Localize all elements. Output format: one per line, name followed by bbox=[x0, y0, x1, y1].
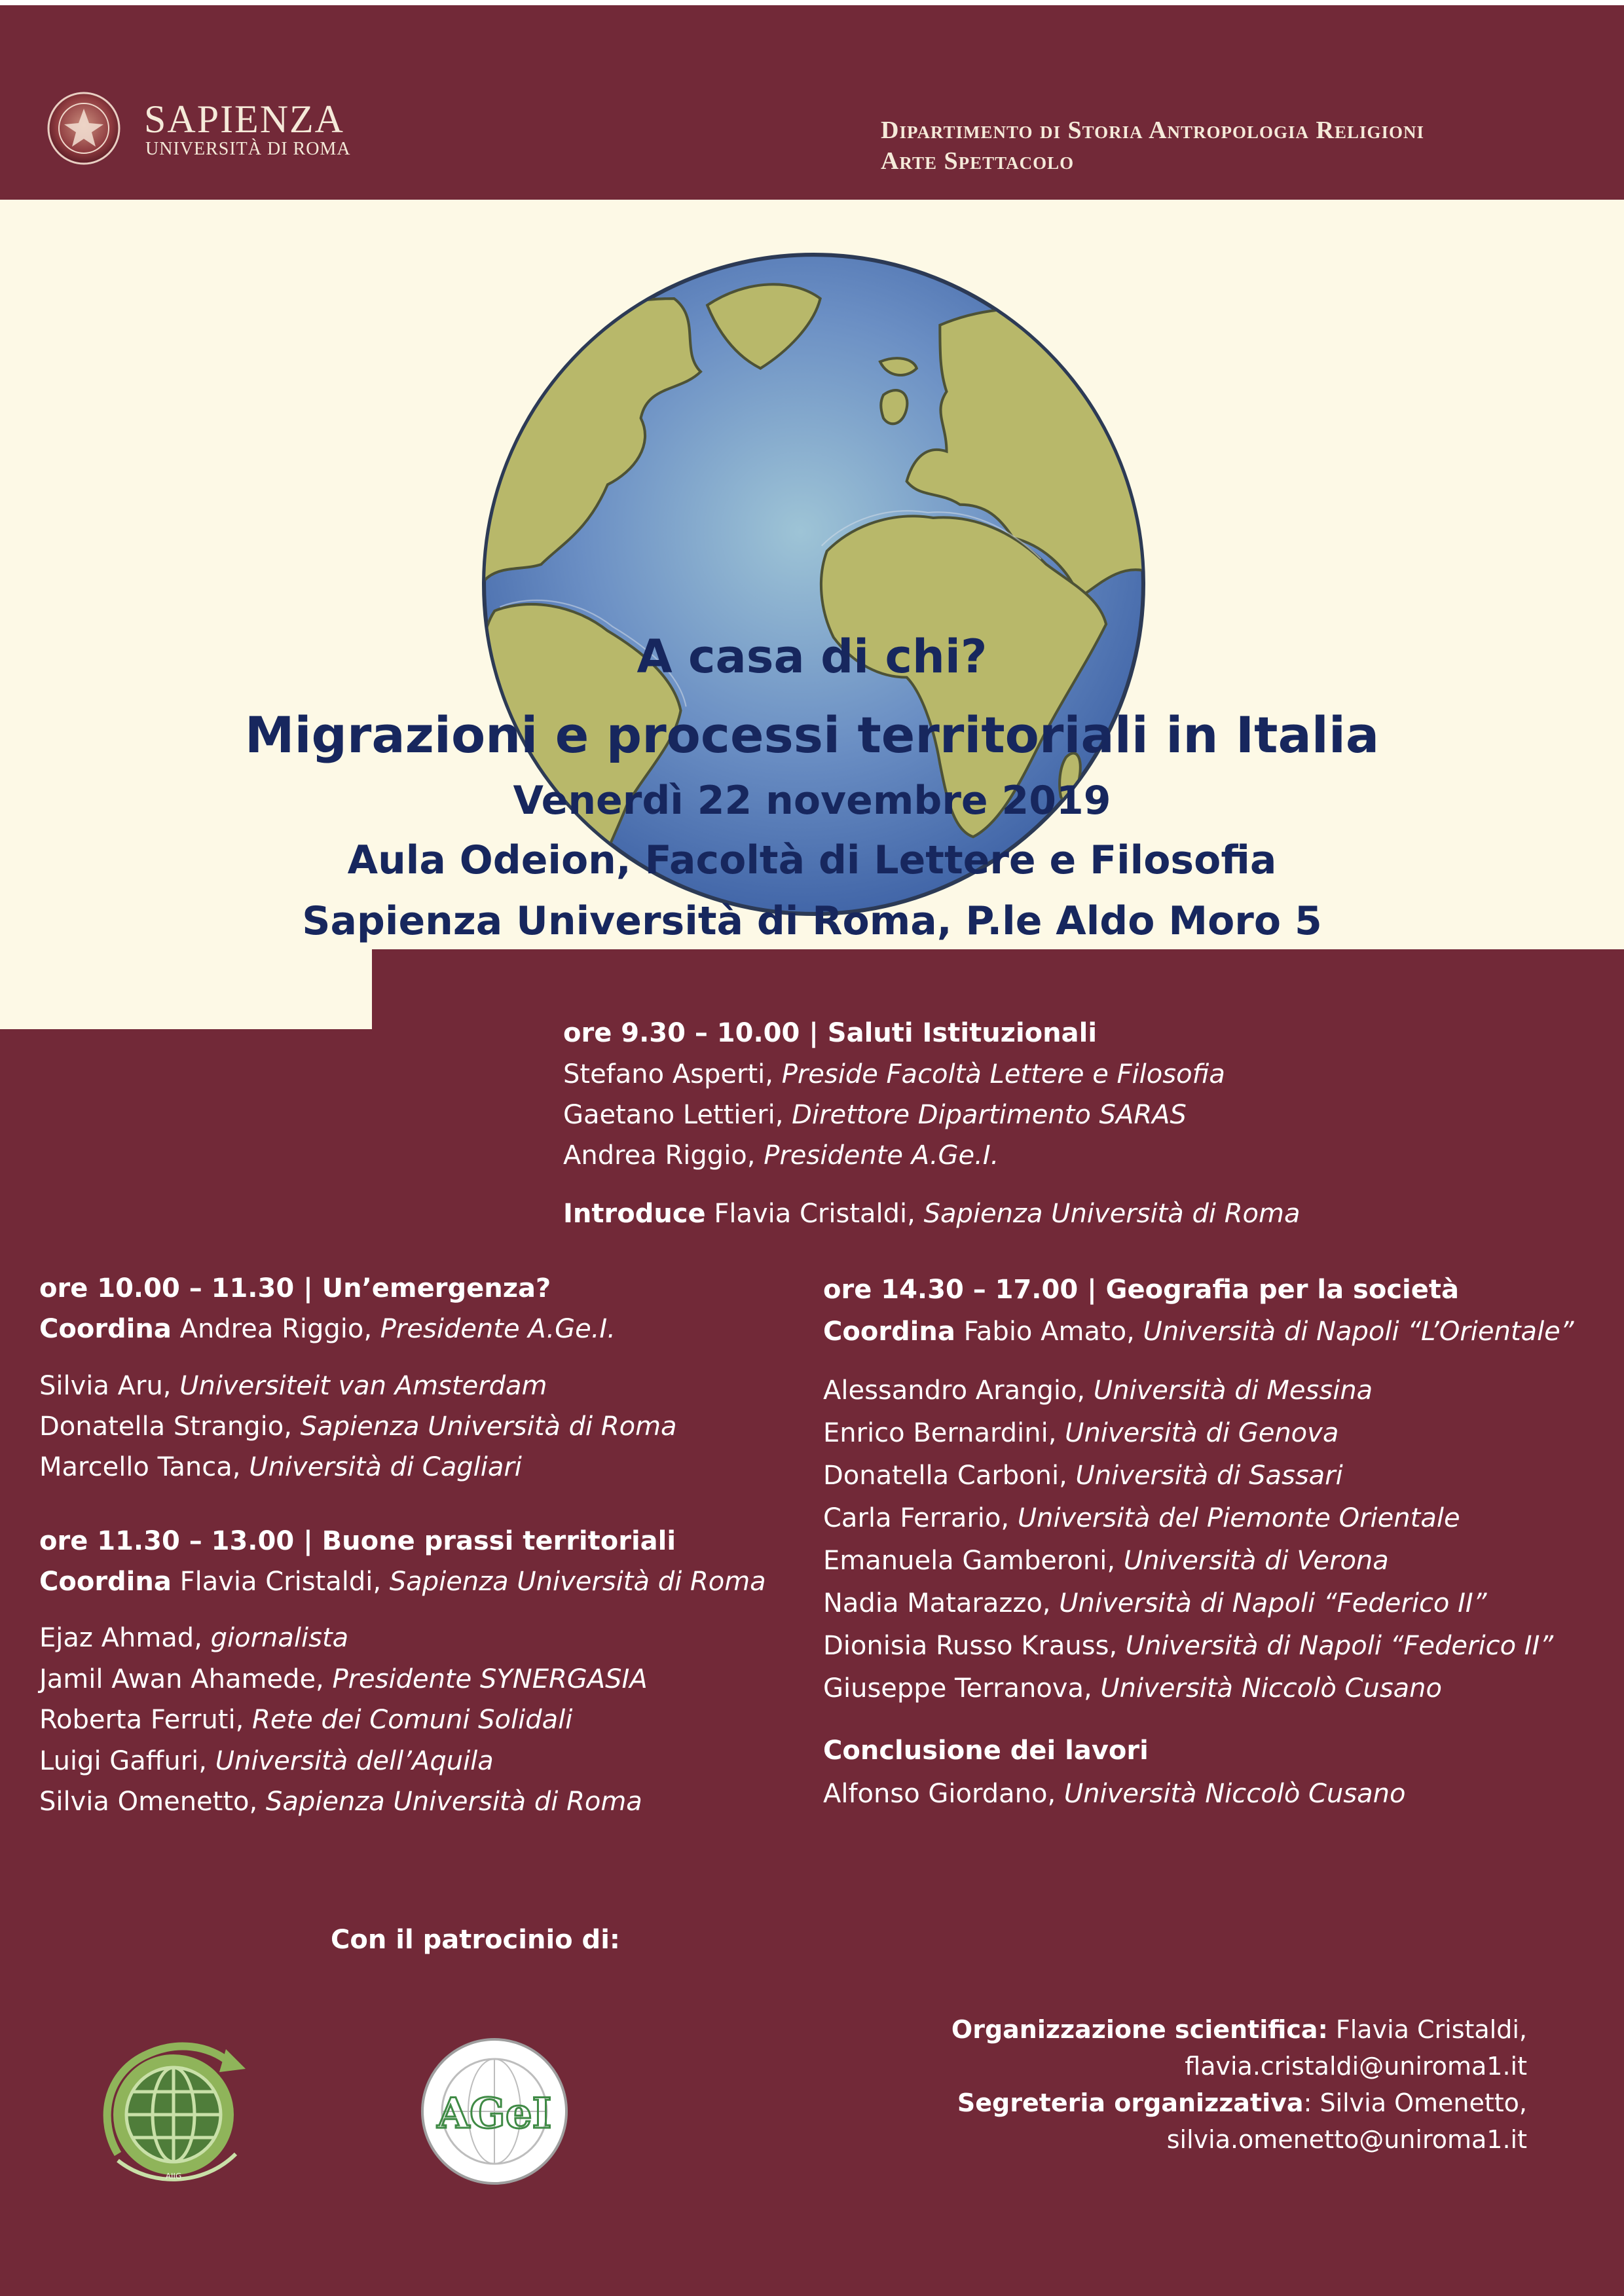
speaker-name: Silvia Aru, bbox=[39, 1371, 172, 1401]
org-label: Segreteria organizzativa bbox=[957, 2088, 1304, 2117]
speaker-role: Presidente A.Ge.I. bbox=[764, 1140, 999, 1171]
event-title-question: A casa di chi? bbox=[637, 630, 987, 683]
speaker-role: Presidente SYNERGASIA bbox=[332, 1664, 648, 1694]
secretary-organization bbox=[957, 2088, 1527, 2117]
speaker-line bbox=[823, 1548, 1389, 1574]
session-3-heading bbox=[823, 1277, 1459, 1303]
chair-line bbox=[39, 1569, 766, 1595]
chair-label: Coordina bbox=[39, 1567, 172, 1597]
speaker-role: Sapienza Università di Roma bbox=[389, 1567, 766, 1597]
session-2-heading bbox=[39, 1528, 676, 1554]
logo-wordmark: SAPIENZA bbox=[144, 98, 345, 141]
speaker-role: Università di Napoli “Federico II” bbox=[1125, 1631, 1554, 1661]
speaker-role: Università di Sassari bbox=[1075, 1461, 1343, 1491]
speaker-line bbox=[563, 1061, 1225, 1087]
chair-label: Coordina bbox=[823, 1317, 955, 1347]
speaker-line bbox=[39, 1707, 572, 1733]
speaker-name: Marcello Tanca, bbox=[39, 1452, 241, 1482]
separator: | bbox=[294, 1273, 322, 1303]
speaker-name: Fabio Amato, bbox=[963, 1317, 1135, 1347]
speaker-role: Università di Cagliari bbox=[249, 1452, 522, 1482]
event-title: Migrazioni e processi territoriali in Italia bbox=[244, 706, 1380, 764]
speaker-role: Direttore Dipartimento SARAS bbox=[792, 1100, 1187, 1130]
speaker-name: Luigi Gaffuri, bbox=[39, 1746, 207, 1776]
speaker-name: Donatella Carboni, bbox=[823, 1461, 1067, 1491]
department-line-1: Dipartimento di Storia Antropologia Religioni bbox=[881, 117, 1425, 144]
patronage-label: Con il patrocinio di: bbox=[331, 1925, 620, 1955]
speaker-name: Donatella Strangio, bbox=[39, 1412, 292, 1442]
speaker-name: Silvia Omenetto, bbox=[39, 1787, 258, 1817]
speaker-name: Giuseppe Terranova, bbox=[823, 1673, 1092, 1704]
speaker-role: Rete dei Comuni Solidali bbox=[252, 1705, 573, 1735]
speaker-line bbox=[823, 1420, 1338, 1446]
speaker-role: Università di Napoli “L’Orientale” bbox=[1143, 1317, 1574, 1347]
speaker-role: Università dell’Aquila bbox=[215, 1746, 494, 1776]
speaker-name: Enrico Bernardini, bbox=[823, 1418, 1057, 1448]
session-title: Geografia per la società bbox=[1105, 1275, 1459, 1305]
speaker-name: Alessandro Arangio, bbox=[823, 1376, 1086, 1406]
intro-label: Introduce bbox=[563, 1199, 706, 1229]
speaker-line bbox=[823, 1675, 1442, 1702]
speaker-line bbox=[39, 1748, 494, 1774]
speaker-role: Universiteit van Amsterdam bbox=[179, 1371, 547, 1401]
separator: | bbox=[294, 1526, 322, 1556]
closing-heading: Conclusione dei lavori bbox=[823, 1736, 1149, 1766]
speaker-line bbox=[823, 1377, 1373, 1404]
speaker-line bbox=[823, 1781, 1406, 1807]
speaker-line bbox=[39, 1789, 642, 1815]
scientific-email[interactable]: flavia.cristaldi@uniroma1.it bbox=[1185, 2052, 1527, 2081]
speaker-role: Università di Genova bbox=[1065, 1418, 1339, 1448]
speaker-role: Presidente A.Ge.I. bbox=[380, 1314, 616, 1344]
session-time: ore 11.30 – 13.00 bbox=[39, 1526, 295, 1556]
speaker-line bbox=[39, 1666, 648, 1692]
speaker-name: Andrea Riggio, bbox=[179, 1314, 373, 1344]
speaker-name: Alfonso Giordano, bbox=[823, 1779, 1056, 1809]
speaker-name: Stefano Asperti, bbox=[563, 1059, 773, 1089]
title-panel-tab bbox=[0, 949, 372, 1029]
speaker-role: Sapienza Università di Roma bbox=[265, 1787, 642, 1817]
speaker-role: Università Niccolò Cusano bbox=[1063, 1779, 1406, 1809]
event-venue: Aula Odeion, Facoltà di Lettere e Filosofia bbox=[347, 837, 1277, 883]
secretary-email[interactable]: silvia.omenetto@uniroma1.it bbox=[1166, 2125, 1527, 2154]
speaker-role: Università di Messina bbox=[1093, 1376, 1373, 1406]
speaker-name: Jamil Awan Ahamede, bbox=[39, 1664, 324, 1694]
speaker-name: Flavia Cristaldi, bbox=[714, 1199, 915, 1229]
scientific-organization bbox=[951, 2015, 1527, 2044]
speaker-role: giornalista bbox=[210, 1623, 349, 1653]
event-date: Venerdì 22 novembre 2019 bbox=[513, 778, 1111, 824]
svg-text:AGeI: AGeI bbox=[437, 2089, 552, 2138]
chair-label: Coordina bbox=[39, 1314, 172, 1344]
speaker-role: Università di Verona bbox=[1123, 1546, 1389, 1576]
aiig-logo-icon bbox=[92, 2023, 255, 2187]
sapienza-seal-icon bbox=[47, 92, 120, 165]
speaker-role: Preside Facoltà Lettere e Filosofia bbox=[781, 1059, 1225, 1089]
department-name bbox=[881, 115, 1424, 177]
session-title: Un’emergenza? bbox=[322, 1273, 551, 1303]
svg-text:AIIG: AIIG bbox=[165, 2172, 182, 2181]
chair-line bbox=[823, 1319, 1574, 1345]
opening-session-heading bbox=[563, 1020, 1097, 1046]
session-time: ore 9.30 – 10.00 bbox=[563, 1018, 800, 1048]
session-1-heading bbox=[39, 1275, 551, 1302]
department-line-2: Arte Spettacolo bbox=[881, 147, 1075, 175]
separator: | bbox=[1078, 1275, 1106, 1305]
speaker-role: Sapienza Università di Roma bbox=[923, 1199, 1301, 1229]
org-label: Organizzazione scientifica: bbox=[951, 2015, 1328, 2044]
session-time: ore 10.00 – 11.30 bbox=[39, 1273, 295, 1303]
speaker-name: Nadia Matarazzo, bbox=[823, 1588, 1051, 1618]
org-name: Flavia Cristaldi, bbox=[1335, 2015, 1527, 2044]
org-name: : Silvia Omenetto, bbox=[1303, 2088, 1527, 2117]
logo-subtitle: UNIVERSITÀ DI ROMA bbox=[145, 139, 351, 159]
speaker-role: Università del Piemonte Orientale bbox=[1017, 1503, 1460, 1533]
speaker-name: Roberta Ferruti, bbox=[39, 1705, 244, 1735]
speaker-name: Gaetano Lettieri, bbox=[563, 1100, 784, 1130]
speaker-name: Andrea Riggio, bbox=[563, 1140, 756, 1171]
speaker-role: Sapienza Università di Roma bbox=[300, 1412, 677, 1442]
separator: | bbox=[800, 1018, 828, 1048]
speaker-line bbox=[39, 1454, 522, 1480]
top-white-strip bbox=[0, 0, 1624, 5]
speaker-name: Ejaz Ahmad, bbox=[39, 1623, 202, 1653]
speaker-line bbox=[823, 1463, 1343, 1489]
session-time: ore 14.30 – 17.00 bbox=[823, 1275, 1079, 1305]
speaker-line bbox=[823, 1505, 1460, 1531]
agei-logo-icon bbox=[419, 2036, 570, 2187]
speaker-line bbox=[563, 1102, 1187, 1128]
speaker-role: Università di Napoli “Federico II” bbox=[1059, 1588, 1487, 1618]
speaker-line bbox=[823, 1633, 1553, 1659]
speaker-line bbox=[563, 1142, 999, 1169]
speaker-line bbox=[823, 1590, 1486, 1616]
speaker-name: Flavia Cristaldi, bbox=[179, 1567, 382, 1597]
chair-line bbox=[39, 1316, 616, 1342]
event-address: Sapienza Università di Roma, P.le Aldo Moro 5 bbox=[302, 898, 1322, 944]
session-title: Buone prassi territoriali bbox=[322, 1526, 676, 1556]
speaker-name: Dionisia Russo Krauss, bbox=[823, 1631, 1118, 1661]
speaker-line bbox=[39, 1625, 348, 1651]
speaker-line bbox=[39, 1373, 547, 1399]
speaker-name: Carla Ferrario, bbox=[823, 1503, 1010, 1533]
introduction-line bbox=[563, 1201, 1300, 1227]
speaker-line bbox=[39, 1413, 677, 1440]
speaker-name: Emanuela Gamberoni, bbox=[823, 1546, 1116, 1576]
session-title: Saluti Istituzionali bbox=[827, 1018, 1098, 1048]
speaker-role: Università Niccolò Cusano bbox=[1100, 1673, 1442, 1704]
